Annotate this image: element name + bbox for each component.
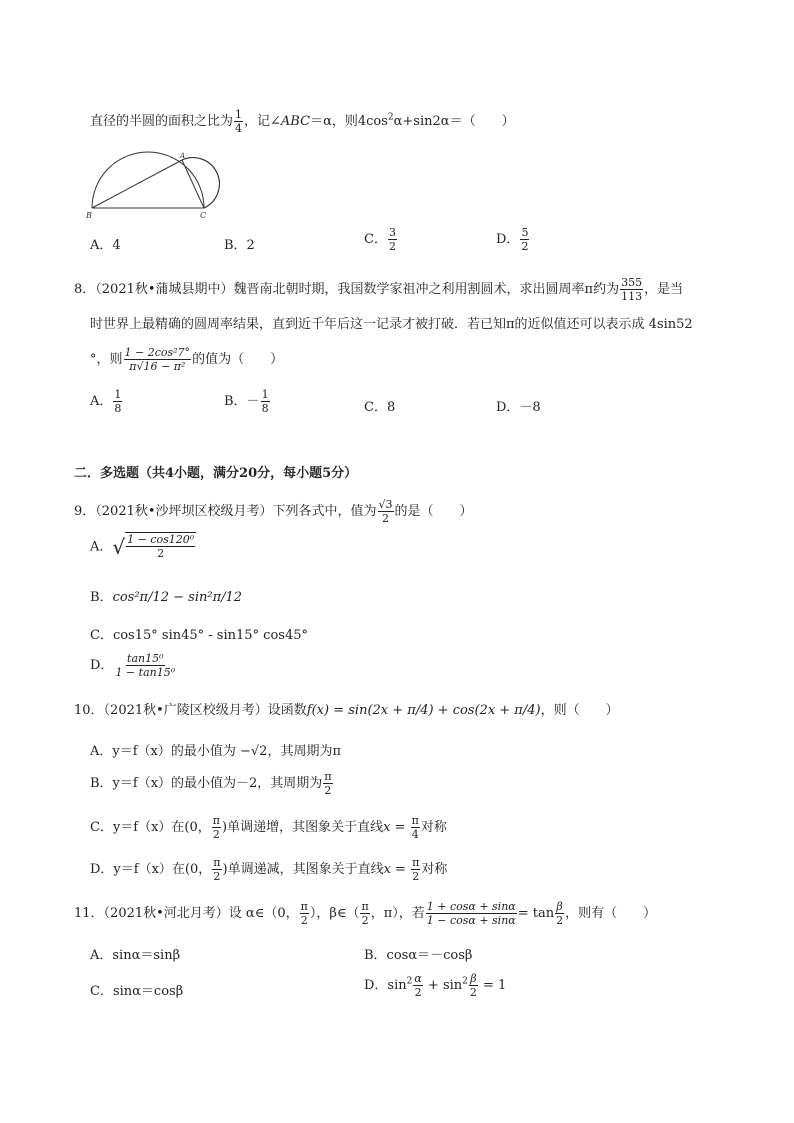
q11-option-a[interactable]: A．sinα＝sinβ xyxy=(90,948,181,963)
q7-semicircle-figure xyxy=(86,138,220,220)
section-title: 二．多选题（共4小题，满分20分，每小题5分） xyxy=(74,466,358,481)
q7-option-d[interactable]: D． $\frac{5}{2}$ xyxy=(496,226,529,253)
q8-option-d[interactable]: D．－8 xyxy=(496,400,541,415)
point-a-label: A xyxy=(180,152,186,160)
q7-stem-text: 直径的半圆的面积之比为 xyxy=(90,114,234,129)
q7-option-a[interactable]: A．4 xyxy=(90,238,121,253)
q10-option-b[interactable]: B．y＝f（x）的最小值为－2，其周期为 $\frac{\pi}{2}$ xyxy=(90,770,332,797)
q8-option-b[interactable]: B．－ $\frac{1}{8}$ xyxy=(224,388,269,415)
q7-stem: 直径的半圆的面积之比为 $\frac{1}{4}$ ，记∠ABC＝α，则$4\cos^2\alpha+\sin 2\alpha=$（ ） xyxy=(90,108,515,135)
q8-expression: $\frac{\text{1 − 2cos²7°}}{\text{π√16 − π²}}$ xyxy=(124,346,191,373)
q8-option-a[interactable]: A． $\frac{1}{8}$ xyxy=(90,388,122,415)
q9-stem: 9．（2021秋•沙坪坝区校级月考）下列各式中，值为 $\frac{√3}{2}$ 的是（ ） xyxy=(74,498,473,525)
point-b-label: B xyxy=(86,211,92,220)
q10-option-a[interactable]: A．y＝f（x）的最小值为 −√2，其周期为π xyxy=(90,744,341,759)
q8-option-c[interactable]: C．8 xyxy=(364,400,396,415)
point-c-label: C xyxy=(200,211,207,220)
q9-option-b[interactable]: B．cos²π/12 − sin²π/12 xyxy=(90,590,243,605)
q8-stem-line2: 时世界上最精确的圆周率结果，直到近千年后这一记录才被打破．若已知π的近似值还可以表示成 4sin52 xyxy=(90,317,693,332)
q7-ratio-fraction: $\frac{1}{4}$ xyxy=(235,108,243,135)
q8-stem-line3: °，则 $\frac{\text{1 − 2cos²7°}}{\text{π√16 − π²}}$ 的值为（ ） xyxy=(90,346,284,373)
q11-option-d[interactable]: D．$\sin^2$ $\frac{\alpha}{2}$ + $\sin^2$ $\frac{\beta}{2}$ = 1 xyxy=(364,972,507,999)
q7-option-c[interactable]: C． $\frac{3}{2}$ xyxy=(364,226,396,253)
q10-option-c[interactable]: C．y＝f（x）在(0， $\frac{\pi}{2}$ )单调递增，其图象关于直线x = $\frac{\pi}{4}$ 对称 xyxy=(90,814,447,841)
q11-option-b[interactable]: B．cosα＝－cosβ xyxy=(364,948,473,963)
q11-stem: 11．（2021秋•河北月考）设 α∈（0， $\frac{\pi}{2}$ ），β∈（ $\frac{\pi}{2}$ ，π），若 $\frac{1 + \cos\alpha + \sin\alpha}{1 - \cos\alpha + \sin\alpha}$ = tan $\frac{\beta}{2}$ ，则有（ ） xyxy=(74,900,657,927)
q8-pi-fraction: $\frac{355}{113}$ xyxy=(621,276,643,303)
q8-stem-line1: 8．（2021秋•蒲城县期中）魏晋南北朝时期，我国数学家祖冲之利用割圆术，求出圆周率π约为 $\frac{355}{113}$ ，是当 xyxy=(74,276,684,303)
q9-option-a[interactable]: A． √ $\frac{\text{1 − cos120⁰}}{2}$ xyxy=(90,533,195,560)
q11-option-c[interactable]: C．sinα＝cosβ xyxy=(90,984,184,999)
q10-stem: 10．（2021秋•广陵区校级月考）设函数f(x) = sin(2x + π/4) + cos(2x + π/4)，则（ ） xyxy=(74,703,619,718)
q9-option-c[interactable]: C．cos15° sin45° - sin15° cos45° xyxy=(90,628,308,643)
q7-option-b[interactable]: B．2 xyxy=(224,238,255,253)
q10-option-d[interactable]: D．y＝f（x）在(0， $\frac{\pi}{2}$ )单调递减，其图象关于直线x = $\frac{\pi}{2}$ 对称 xyxy=(90,856,448,883)
q9-option-d[interactable]: D． $\frac{\text{tan15⁰}}{\text{1 − tan15⁰}}$ xyxy=(90,652,176,679)
